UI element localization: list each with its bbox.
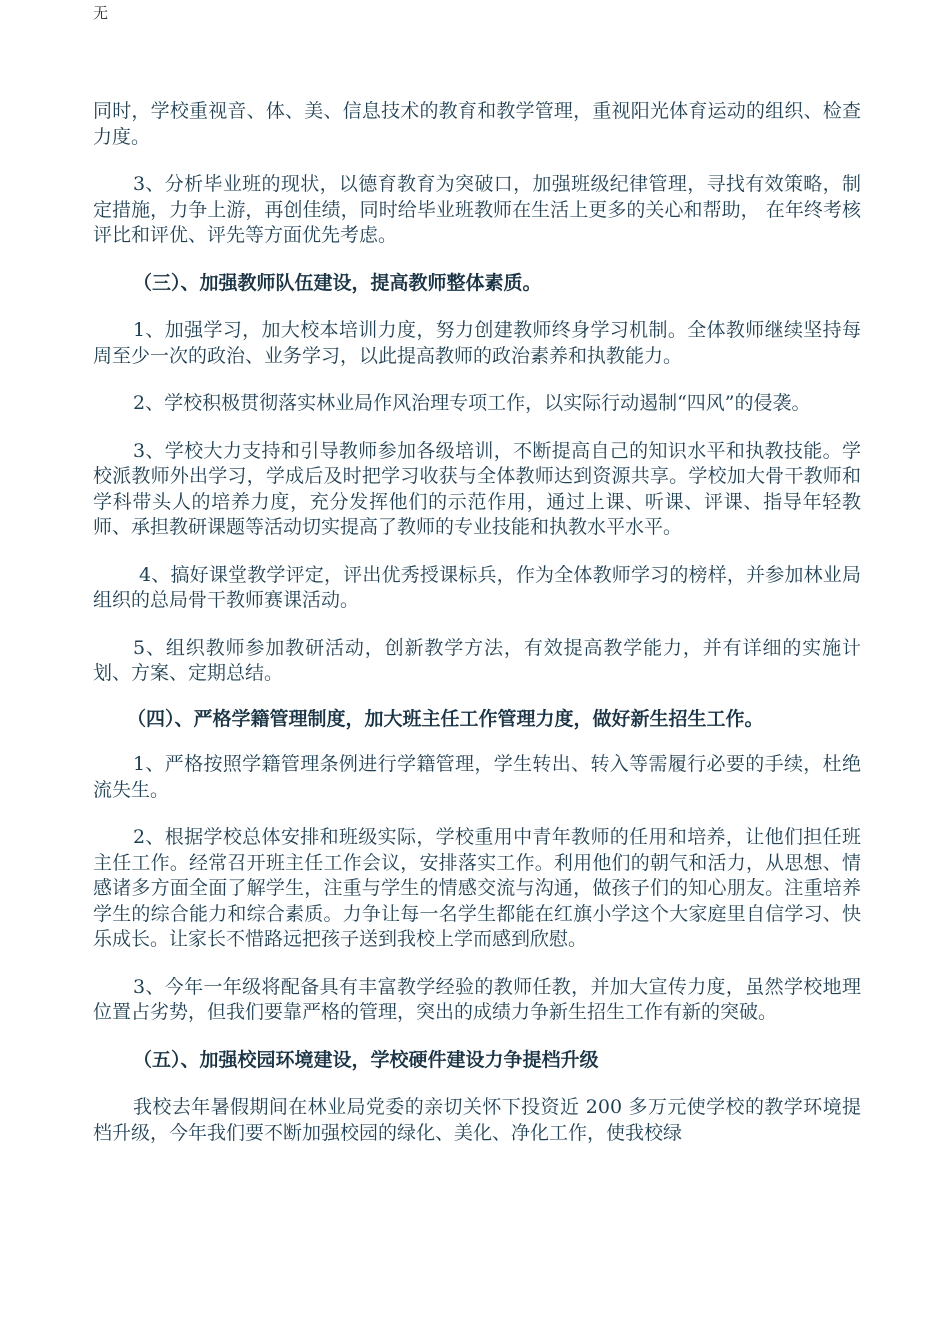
paragraph-study: 1、加强学习，加大校本培训力度，努力创建教师终身学习机制。全体教师继续坚持每周至少一次的政治、业务学习，以此提高教师的政治素养和执教能力。 bbox=[93, 319, 861, 367]
paragraph-continuation: 同时，学校重视音、体、美、信息技术的教育和教学管理，重视阳光体育运动的组织、检查力度。 bbox=[93, 100, 861, 148]
section-heading-5: （五）、加强校园环境建设，学校硬件建设力争提档升级 bbox=[133, 1048, 599, 1071]
page-header-mark: 无 bbox=[93, 4, 109, 22]
paragraph-classroom-evaluation: 4、搞好课堂教学评定，评出优秀授课标兵，作为全体教师学习的榜样，并参加林业局组织的总局骨干教师赛课活动。 bbox=[93, 563, 861, 611]
paragraph-student-records: 1、严格按照学籍管理条例进行学籍管理，学生转出、转入等需履行必要的手续，杜绝流失生。 bbox=[93, 753, 861, 801]
paragraph-research: 5、组织教师参加教研活动，创新教学方法，有效提高教学能力，并有详细的实施计划、方案、定期总结。 bbox=[93, 636, 861, 684]
section-heading-4: （四）、严格学籍管理制度，加大班主任工作管理力度，做好新生招生工作。 bbox=[127, 707, 764, 730]
section-heading-3: （三）、加强教师队伍建设，提高教师整体素质。 bbox=[133, 271, 542, 294]
paragraph-graduating-class: 3、分析毕业班的现状，以德育教育为突破口，加强班级纪律管理，寻找有效策略，制定措施，力争上游，再创佳绩，同时给毕业班教师在生活上更多的关心和帮助， 在年终考核评比和评优、评先等方面优先考虑。 bbox=[93, 173, 861, 246]
paragraph-campus-environment: 我校去年暑假期间在林业局党委的亲切关怀下投资近 200 多万元使学校的教学环境提档升级，今年我们要不断加强校园的绿化、美化、净化工作，使我校绿 bbox=[93, 1096, 861, 1144]
paragraph-head-teacher: 2、根据学校总体安排和班级实际，学校重用中青年教师的任用和培养，让他们担任班主任工作。经常召开班主任工作会议，安排落实工作。利用他们的朝气和活力，从思想、情感诸多方面全面了解学生，注重与学生的情感交流与沟通，做孩子们的知心朋友。注重培养学生的综合能力和综合素质。力争让每一名学生都能在红旗小学这个大家庭里自信学习、快乐成长。让家长不惜路远把孩子送到我校上学而感到欣慰。 bbox=[93, 826, 861, 950]
paragraph-work-style: 2、学校积极贯彻落实林业局作风治理专项工作，以实际行动遏制“四风”的侵袭。 bbox=[133, 392, 811, 414]
paragraph-training: 3、学校大力支持和引导教师参加各级培训，不断提高自己的知识水平和执教技能。学校派教师外出学习，学成后及时把学习收获与全体教师达到资源共享。学校加大骨干教师和学科带头人的培养力度，充分发挥他们的示范作用，通过上课、听课、评课、指导年轻教师、承担教研课题等活动切实提高了教师的专业技能和执教水平水平。 bbox=[93, 439, 861, 538]
document-body bbox=[93, 99, 861, 1146]
paragraph-enrollment: 3、今年一年级将配备具有丰富教学经验的教师任教，并加大宣传力度，虽然学校地理位置占劣势，但我们要靠严格的管理，突出的成绩力争新生招生工作有新的突破。 bbox=[93, 975, 861, 1023]
